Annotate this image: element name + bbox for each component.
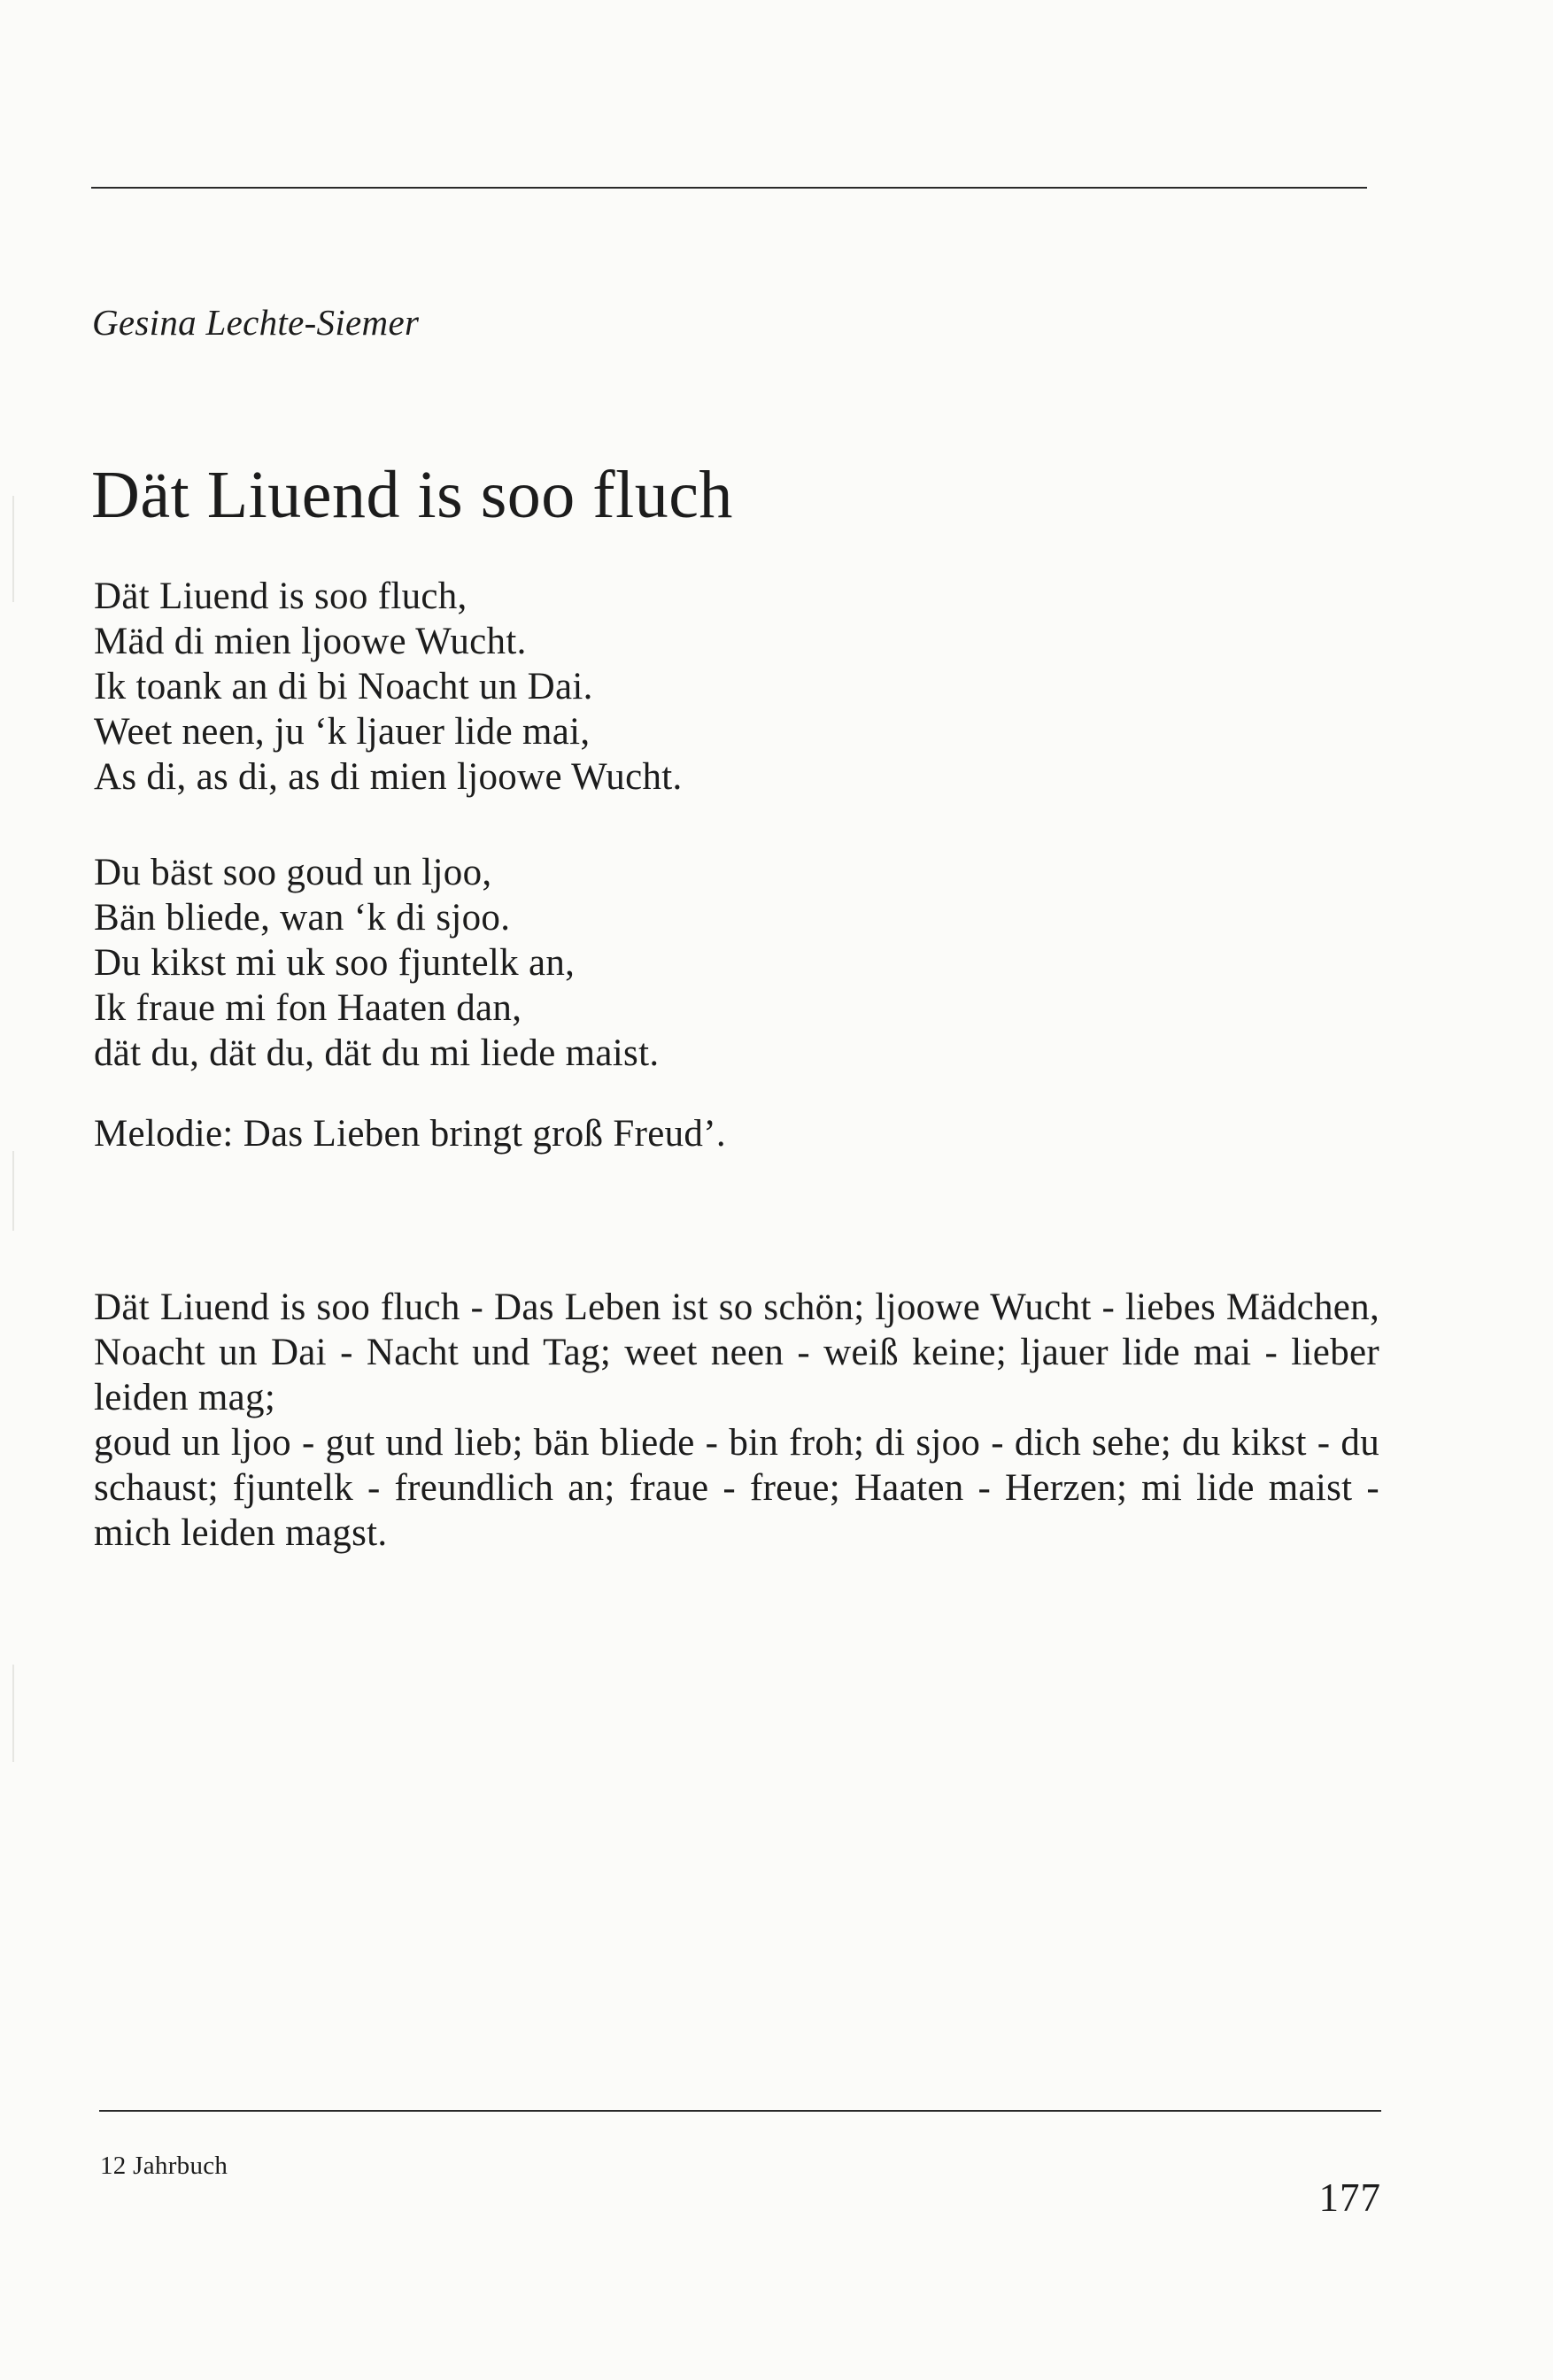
scan-margin-mark xyxy=(12,1665,14,1762)
poem-line: Weet neen, ju ‘k ljauer lide mai, xyxy=(94,711,591,753)
melody-note: Melodie: Das Lieben bringt groß Freud’. xyxy=(94,1113,726,1155)
poem-line: Dät Liuend is soo fluch, xyxy=(94,576,467,617)
poem-line: Du bäst soo goud un ljoo, xyxy=(94,852,492,893)
footer-rule xyxy=(99,2110,1381,2112)
poem-stanza-2 xyxy=(94,850,683,1076)
author-name: Gesina Lechte-Siemer xyxy=(92,302,420,343)
poem-line: Ik fraue mi fon Haaten dan, xyxy=(94,987,522,1029)
poem-title: Dät Liuend is soo fluch xyxy=(91,458,733,532)
glossary-paragraph-2: goud un ljoo - gut und lieb; bän bliede - bin froh; di sjoo - dich sehe; du kikst - du schaust; fjuntelk - freundlich an; fraue - freue; Haaten - Herzen; mi lide maist - mich leiden magst. xyxy=(94,1422,1379,1554)
poem-line: dät du, dät du, dät du mi liede maist. xyxy=(94,1032,660,1074)
printer-signature: 12 Jahrbuch xyxy=(100,2152,228,2180)
poem-body xyxy=(94,574,683,1076)
scan-margin-mark xyxy=(12,496,14,602)
scan-margin-mark xyxy=(12,1151,14,1231)
poem-stanza-1 xyxy=(94,574,683,800)
poem-line: Du kikst mi uk soo fjuntelk an, xyxy=(94,942,576,984)
glossary-paragraph-1: Dät Liuend is soo fluch - Das Leben ist so schön; ljoowe Wucht - liebes Mädchen, Noacht un Dai - Nacht und Tag; weet neen - weiß keine; ljauer lide mai - lieber leiden mag; xyxy=(94,1287,1379,1418)
poem-line: Ik toank an di bi Noacht un Dai. xyxy=(94,666,593,707)
poem-line: As di, as di, as di mien ljoowe Wucht. xyxy=(94,756,683,798)
poem-line: Mäd di mien ljoowe Wucht. xyxy=(94,621,527,662)
header-rule xyxy=(91,187,1367,189)
glossary xyxy=(94,1285,1379,1556)
poem-line: Bän bliede, wan ‘k di sjoo. xyxy=(94,897,511,939)
page-number: 177 xyxy=(1318,2175,1381,2220)
